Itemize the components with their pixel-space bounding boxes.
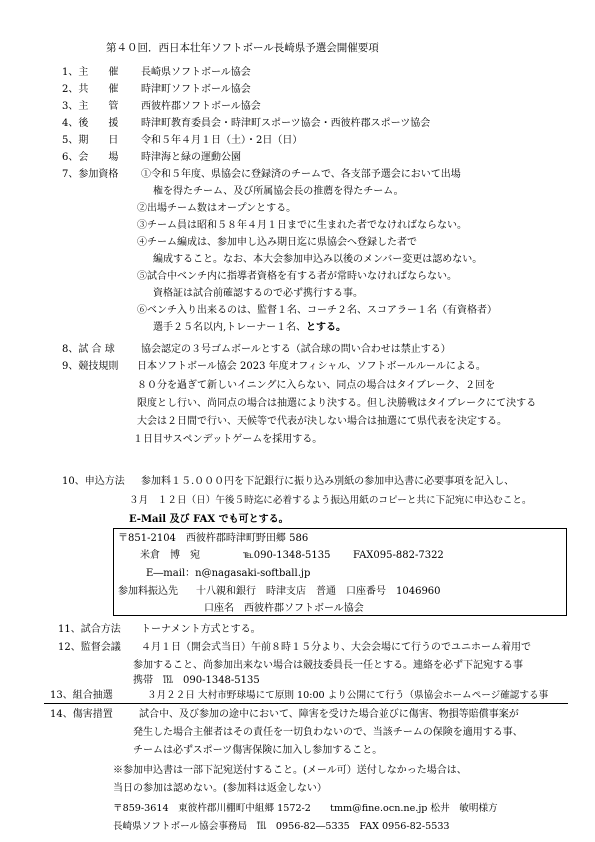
rules-line: ８０分を過ぎて新しいイニングに入らない、同点の場合はタイブレーク、２回を <box>137 380 496 391</box>
item-5-label: 5、期 日 <box>62 135 119 146</box>
footer-office: 長崎県ソフトボール協会事務局 ℡ 0956-82―5335 FAX 0956-82-5533 <box>113 821 450 832</box>
qualification-line: ⑤試合中ベンチ内に指導者資格を有する者が常時いなければならない。 <box>137 271 457 282</box>
rules-line: 大会は２日間で行い、天候等で代表が決しない場合は抽選にて県代表を決定する。 <box>137 416 507 427</box>
item-2-label: 2、共 催 <box>62 84 119 95</box>
qualification-line: ②出場チーム数はオープンとする。 <box>137 203 297 214</box>
contact-fax: FAX095-882-7322 <box>353 550 444 561</box>
qualification-line: 選手２５名以内,トレーナー１名、 <box>153 322 307 333</box>
item-11-text: トーナメント方式とする。 <box>141 624 261 635</box>
item-9-label: 9、競技規則 <box>62 361 119 372</box>
bank-label: 参加料振込先 <box>118 586 178 597</box>
item-6-label: 6、会 場 <box>62 152 119 163</box>
contact-tel: ℡090-1348-5135 <box>243 550 331 561</box>
item-9-text: 日本ソフトボール協会 2023 年度オフィシャル、ソフトボールルールによる。 <box>137 361 486 372</box>
item-4-text: 時津町教育委員会・時津町スポーツ協会・西彼杵郡スポーツ協会 <box>141 118 431 129</box>
item-1-label: 1、主 催 <box>62 67 119 78</box>
item-7-text: ①令和５年度、県協会に登録済のチームで、各支部予選会において出場 <box>141 169 461 180</box>
item-10-label: 10、申込方法 <box>62 476 125 487</box>
document-title: 第４０回．西日本壮年ソフトボール長崎県予選会開催要項 <box>106 42 379 54</box>
item-3-label: 3、主 管 <box>62 101 119 112</box>
rules-line: １日目サスペンデットゲームを採用する。 <box>133 434 323 445</box>
item-13-label: 13、組合抽選 <box>50 690 113 701</box>
item-12-label: 12、監督会議 <box>58 642 121 653</box>
apply-deadline: ３月 １２日（日）午後５時迄に必着するよう振込用紙のコピーと共に下記宛に申込むこと。 <box>129 495 532 506</box>
item-5-text: 令和５年４月１日（土）・2日（日） <box>141 135 303 146</box>
bank-details: 十八親和銀行 時津支店 普通 口座番号 1046960 <box>196 586 441 597</box>
item-1-text: 長崎県ソフトボール協会 <box>141 67 251 78</box>
item-14-text: 試合中、及び参加の途中において、障害を受けた場合並びに傷害、物損等賠償事案が <box>139 709 519 720</box>
qualification-line: 権を得たチーム、及び所属協会長の推薦を得たチーム。 <box>153 186 404 197</box>
note-line: 当日の参加は認めない。(参加料は返金しない） <box>113 783 327 794</box>
item-6-text: 時津海と緑の運動公園 <box>141 152 241 163</box>
injury-line: チームは必ずスポーツ傷害保険に加入し参加すること。 <box>133 745 383 756</box>
footer-address: 〒859-3614 東彼杵郡川棚町中組郷 1572-2 tmm@fine.ocn.ne.jp 松井 敏明様方 <box>113 803 498 814</box>
item-12-text: ４月１日（開会式当日）午前８時１５分より、大会会場にて行うのでユニホーム着用で <box>141 642 531 653</box>
qualification-line: ⑥ベンチ入り出来るのは、監督１名、コーチ２名、スコアラー１名（有資格者） <box>137 305 497 316</box>
item-4-label: 4、後 援 <box>62 118 119 129</box>
item-13-underline <box>44 703 568 704</box>
meeting-line: 参加すること、尚参加出来ない場合は競技委員長一任とする。連絡を必ず下記宛する事 <box>133 660 523 671</box>
item-3-text: 西彼杵郡ソフトボール協会 <box>141 101 261 112</box>
item-13-text: ３月２２日 大村市野球場にて原則 10:00 より公開にて行う（県協会ホームページ確認する事 <box>147 690 549 701</box>
qualification-line: ③チーム員は昭和５８年４月１日までに生まれた者でなければならない。 <box>137 220 467 231</box>
injury-line: 発生した場合主催者はその責任を一切負わないので、当該チームの保険を適用する事、 <box>133 727 523 738</box>
qualification-emphasis: とする。 <box>306 322 346 333</box>
item-8-label: 8、試 合 球 <box>62 344 115 355</box>
qualification-line: ④チーム編成は、参加申し込み期日迄に県協会へ登録した者で <box>137 237 417 248</box>
item-10-text: 参加料１５.０００円を下記銀行に振り込み別紙の参加申込書に必要事項を記入し、 <box>141 476 515 487</box>
bank-account-name: 口座名 西彼杵郡ソフトボール協会 <box>204 603 364 614</box>
rules-line: 限度とし行い、尚同点の場合は抽選により決する。但し決勝戦はタイブレークにて決する <box>137 398 537 409</box>
item-8-text: 協会認定の３号ゴムボールとする（試合球の問い合わせは禁止する） <box>141 344 451 355</box>
item-2-text: 時津町ソフトボール協会 <box>141 84 251 95</box>
email-fax-note: E-Mail 及び FAX でも可とする。 <box>129 514 289 525</box>
item-7-label: 7、参加資格 <box>62 169 119 180</box>
item-14-label: 14、傷害措置 <box>50 709 113 720</box>
contact-name: 米倉 博 宛 <box>140 550 200 561</box>
meeting-line: 携帯 ℡ 090-1348-5135 <box>133 675 260 686</box>
note-line: ※参加申込書は一部下記宛送付すること。(メール可）送付しなかった場合は、 <box>113 765 467 776</box>
qualification-line: 資格証は試合前確認するので必ず携行する事。 <box>153 288 363 299</box>
contact-postal: 〒851-2104 西彼杵郡時津町野田郷 586 <box>118 533 309 544</box>
item-11-label: 11、試合方法 <box>58 624 121 635</box>
contact-email: E―mail：n@nagasaki-softball.jp <box>146 568 311 579</box>
qualification-line: 編成すること。なお、本大会参加申込み以後のメンバー変更は認めない。 <box>153 254 483 265</box>
